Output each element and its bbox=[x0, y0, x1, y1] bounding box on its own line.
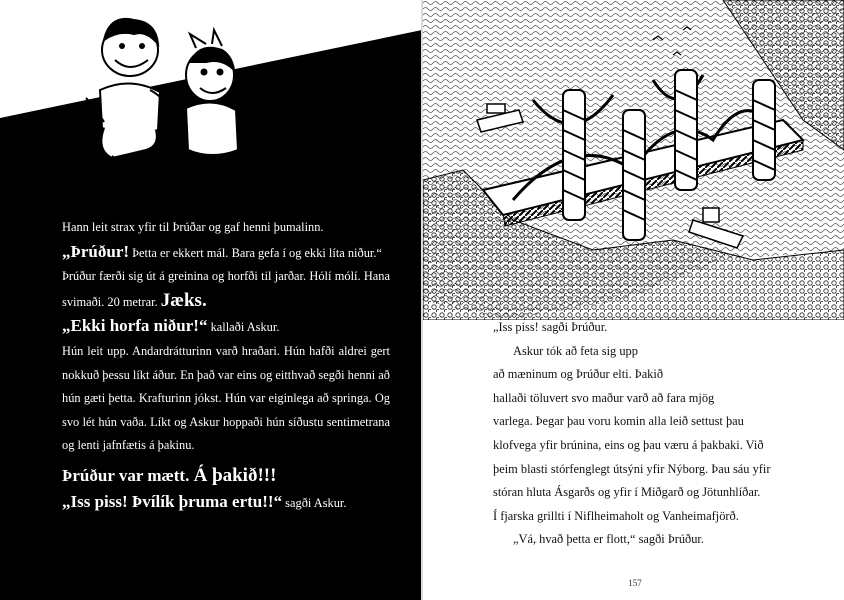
paragraph-4 bbox=[62, 314, 390, 340]
exclamation-thrudur: „Þrúður! bbox=[62, 241, 130, 261]
paragraph-7-text: sagði Askur. bbox=[282, 495, 347, 510]
text-line: að mæninum og Þrúður elti. Þakið bbox=[493, 367, 664, 382]
exclamation-jaeks: Jæks. bbox=[160, 289, 207, 311]
paragraph-7 bbox=[62, 490, 390, 516]
paragraph-1 bbox=[62, 216, 390, 240]
paragraph-1-text: Hann leit strax yfir til Þrúðar og gaf henni þumalinn. bbox=[62, 220, 324, 234]
exclamation-thrudur-maett: Þrúður var mætt. bbox=[62, 465, 194, 485]
text-line: „Vá, hvað þetta er flott,“ sagði Þrúður. bbox=[513, 532, 704, 547]
paragraph-5-text: Hún leit upp. Andardrátturinn varð hraðari. Hún hafði aldrei gert nokkuð þessu líkt áður. En það var eins og eitthvað segði henni að hún gæti þetta. Krafturinn jókst. Hún var eiginlega að springa. Og svo lét hún vaða. Líkt og Askur hoppaði hún síðustu sentimetrana og lenti jafnfætis á þakinu. bbox=[62, 343, 390, 453]
exclamation-ekki-horfa: „Ekki horfa niður!“ bbox=[62, 316, 208, 336]
text-line: Í fjarska grillti í Niflheimaholt og Vanheimafjörð. bbox=[493, 508, 739, 523]
paragraph-6 bbox=[62, 464, 390, 490]
text-line: „Iss piss! sagði Þrúður. bbox=[493, 320, 608, 334]
text-line: þeim blasti stórfenglegt útsýni yfir Nýborg. Þau sáu yfir bbox=[493, 461, 771, 476]
paragraph-2 bbox=[62, 240, 390, 266]
paragraph-2-text: Þetta er ekkert mál. Bara gefa í og ekki líta niður.“ bbox=[129, 245, 382, 260]
bridge-illustration bbox=[423, 0, 844, 320]
paragraph-5 bbox=[62, 340, 390, 458]
text-line: Askur tók að feta sig upp bbox=[513, 343, 638, 358]
right-page bbox=[423, 0, 844, 600]
paragraph-3 bbox=[62, 265, 390, 314]
text-line: hallaði töluvert svo maður varð að fara mjög bbox=[493, 390, 715, 405]
text-line: stóran hluta Ásgarðs og yfir í Miðgarð og Jötunhlíðar. bbox=[493, 485, 761, 500]
paragraph-4-text: kallaði Askur. bbox=[207, 320, 280, 335]
left-page-text bbox=[62, 216, 390, 515]
text-line: klofvega yfir brúnina, eins og þau væru á þakbaki. Við bbox=[493, 437, 764, 452]
paragraph-3-text: Þrúður færði sig út á greinina og horfði til jarðar. Hólí mólí. Hana svimaði. 20 metrar. bbox=[62, 269, 390, 309]
text-line: varlega. Þegar þau voru komin alla leið settust þau bbox=[493, 414, 744, 429]
exclamation-a-thakid: Á þakið!!! bbox=[193, 464, 277, 486]
page-number: 157 bbox=[628, 578, 642, 588]
right-page-text bbox=[493, 316, 797, 552]
exclamation-iss-piss: „Iss piss! Þvílík þruma ertu!!“ bbox=[62, 491, 283, 511]
